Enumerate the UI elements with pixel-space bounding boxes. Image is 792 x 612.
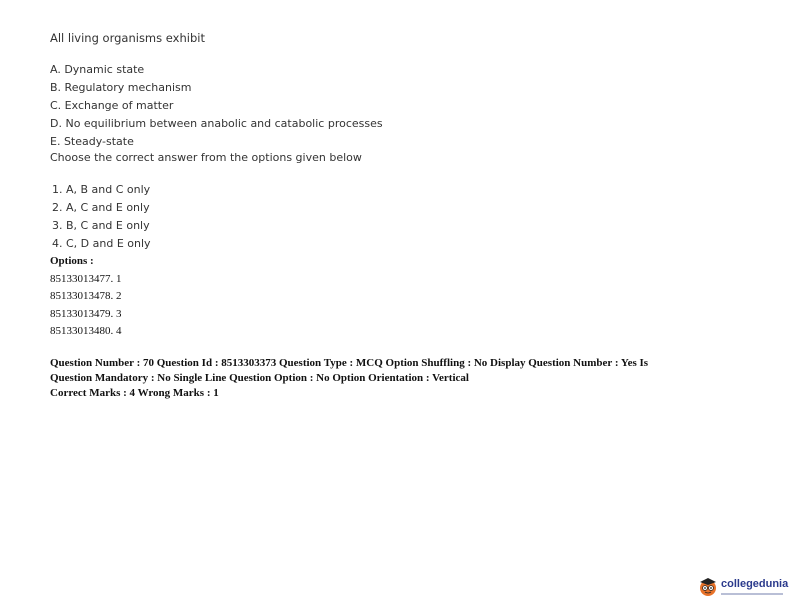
question-metadata (50, 356, 740, 401)
metadata-line: Question Number : 70 Question Id : 8513303373 Question Type : MCQ Option Shuffling : No Display Question Number : Yes Is (50, 357, 649, 369)
choice-item: 1. A, B and C only (52, 183, 151, 196)
collegedunia-logo (698, 577, 788, 597)
options-block (50, 253, 122, 341)
options-heading: Options : (50, 255, 94, 267)
mascot-icon (698, 577, 718, 597)
metadata-line: Question Mandatory : No Single Line Question Option : No Option Orientation : Vertical (50, 372, 469, 384)
statement-item: B. Regulatory mechanism (50, 81, 192, 94)
logo-text: collegedunia (721, 578, 789, 590)
choice-item: 3. B, C and E only (52, 219, 150, 232)
option-id-item: 85133013479. 3 (50, 307, 122, 320)
choice-item: 2. A, C and E only (52, 201, 150, 214)
statement-item: C. Exchange of matter (50, 99, 174, 112)
statement-list (50, 61, 383, 151)
statement-item: A. Dynamic state (50, 63, 145, 76)
option-id-item: 85133013477. 1 (50, 272, 122, 285)
instruction-text: Choose the correct answer from the options given below (50, 151, 362, 164)
option-id-item: 85133013478. 2 (50, 290, 122, 302)
choice-item: 4. C, D and E only (52, 237, 151, 250)
question-stem: All living organisms exhibit (50, 31, 205, 45)
logo-tagline (721, 593, 783, 595)
statement-item: E. Steady-state (50, 135, 134, 148)
statement-item: D. No equilibrium between anabolic and catabolic processes (50, 117, 383, 130)
option-id-item: 85133013480. 4 (50, 325, 122, 337)
choice-list (52, 181, 151, 253)
metadata-line: Correct Marks : 4 Wrong Marks : 1 (50, 387, 219, 399)
